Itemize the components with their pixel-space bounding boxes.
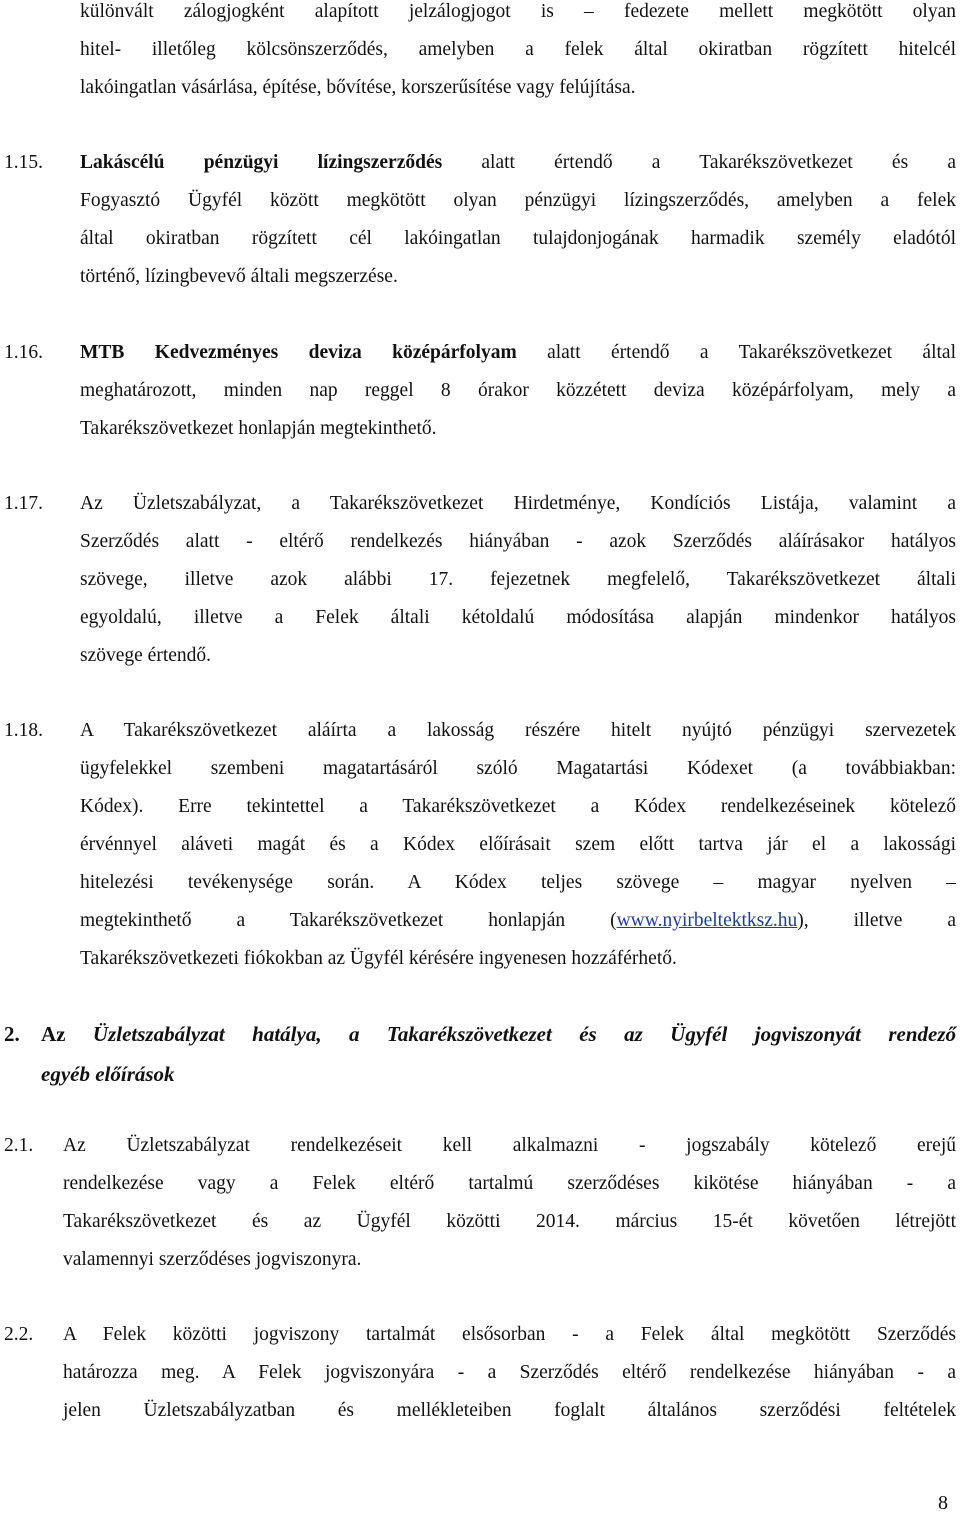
text-line xyxy=(80,902,956,940)
paragraph-number: 1.15. xyxy=(4,152,43,173)
text-line: határozza meg. A Felek jogviszonyára - a Szerződés eltérő rendelkezése hiányában - a xyxy=(63,1362,956,1383)
text-line: hitel- illetőleg kölcsönszerződés, amelyben a felek által okiratban rögzített hitelcél xyxy=(80,39,956,60)
text-line xyxy=(80,144,956,182)
paragraph-number: 2.2. xyxy=(4,1324,34,1345)
text-line: által okiratban rögzített cél lakóingatlan tulajdonjogának harmadik személy eladótól xyxy=(80,228,956,249)
text-fragment: alatt értendő a Takarékszövetkezet által xyxy=(516,342,956,363)
text-line: Kódex). Erre tekintettel a Takarékszövetkezet a Kódex rendelkezéseinek kötelező xyxy=(80,796,956,817)
text-line: Szerződés alatt - eltérő rendelkezés hiányában - azok Szerződés aláírásakor hatályos xyxy=(80,531,956,552)
text-line: rendelkezése vagy a Felek eltérő tartalmú szerződéses kikötése hiányában - a xyxy=(63,1173,956,1194)
text-line: Fogyasztó Ügyfél között megkötött olyan pénzügyi lízingszerződés, amelyben a felek xyxy=(80,190,956,211)
text-line: hitelezési tevékenysége során. A Kódex teljes szövege – magyar nyelven – xyxy=(80,872,956,893)
text-fragment: alatt értendő a Takarékszövetkezet és a xyxy=(442,152,956,173)
section-title-fragment: Üzletszabályzat hatálya, a Takarékszövetkezet és az Ügyfél jogviszonyát rendező xyxy=(65,1022,956,1046)
defined-term: Lakáscélú pénzügyi lízingszerződés xyxy=(80,152,443,173)
text-line: egyoldalú, illetve a Felek általi kétoldalú módosítása alapján mindenkor hatályos xyxy=(80,607,956,628)
paragraph-number: 1.17. xyxy=(4,493,43,514)
text-line xyxy=(80,334,956,372)
page-number: 8 xyxy=(938,1492,948,1514)
paragraph-number: 1.18. xyxy=(4,720,43,741)
paragraph-number: 2.1. xyxy=(4,1135,34,1156)
text-fragment: megtekinthető a Takarékszövetkezet honlapján ( xyxy=(80,910,617,931)
text-line: történő, lízingbevevő általi megszerzése. xyxy=(80,266,398,287)
text-line: Az Üzletszabályzat rendelkezéseit kell alkalmazni - jogszabály kötelező erejű xyxy=(63,1135,956,1156)
text-line: Takarékszövetkezeti fiókokban az Ügyfél kérésére ingyenesen hozzáférhető. xyxy=(80,948,677,969)
text-line: lakóingatlan vásárlása, építése, bővítése, korszerűsítése vagy felújítása. xyxy=(80,77,636,98)
text-line: Az Üzletszabályzat, a Takarékszövetkezet Hirdetménye, Kondíciós Listája, valamint a xyxy=(80,493,956,514)
text-line: szövege értendő. xyxy=(80,645,212,666)
text-line: ügyfelekkel szembeni magatartásáról szóló Magatartási Kódexet (a továbbiakban: xyxy=(80,758,956,779)
text-fragment: ), illetve a xyxy=(797,910,956,931)
text-line: A Felek közötti jogviszony tartalmát elsősorban - a Felek által megkötött Szerződés xyxy=(63,1324,956,1345)
section-title-line: egyéb előírások xyxy=(41,1062,175,1086)
defined-term: MTB Kedvezményes deviza középárfolyam xyxy=(80,342,517,363)
text-line: érvénnyel aláveti magát és a Kódex előírásait szem előtt tartva jár el a lakossági xyxy=(80,834,956,855)
text-line: Takarékszövetkezet és az Ügyfél közötti 2014. március 15-ét követően létrejött xyxy=(63,1211,956,1232)
website-link[interactable]: www.nyirbeltektksz.hu xyxy=(616,910,798,931)
text-line: különvált zálogjogként alapított jelzálogjogot is – fedezete mellett megkötött olyan xyxy=(80,1,956,22)
text-line: A Takarékszövetkezet aláírta a lakosság részére hitelt nyújtó pénzügyi szervezetek xyxy=(80,720,956,741)
section-title-line xyxy=(41,1014,956,1054)
section-title-fragment: Az xyxy=(41,1022,66,1046)
section-number: 2. xyxy=(4,1022,20,1046)
text-line: Takarékszövetkezet honlapján megtekinthető. xyxy=(80,418,437,439)
paragraph-number: 1.16. xyxy=(4,342,43,363)
text-line: meghatározott, minden nap reggel 8 órakor közzétett deviza középárfolyam, mely a xyxy=(80,380,956,401)
text-line: szövege, illetve azok alábbi 17. fejezetnek megfelelő, Takarékszövetkezet általi xyxy=(80,569,956,590)
text-line: jelen Üzletszabályzatban és mellékleteiben foglalt általános szerződési feltételek xyxy=(63,1400,956,1421)
text-line: valamennyi szerződéses jogviszonyra. xyxy=(63,1249,362,1270)
